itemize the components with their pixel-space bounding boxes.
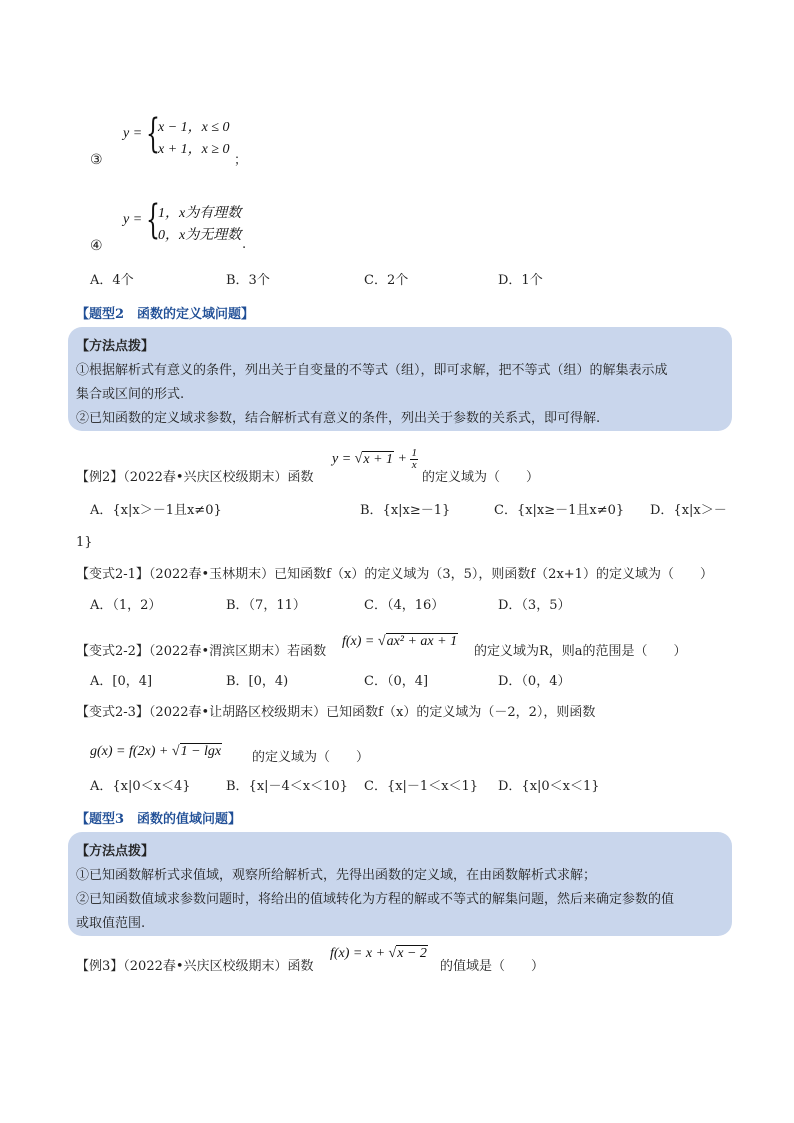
item4-end: . bbox=[242, 237, 247, 252]
radicand: ax² + ax + 1 bbox=[386, 634, 458, 649]
item3-case2: x + 1，x ≥ 0 bbox=[158, 142, 230, 157]
box-line: ②已知函数值域求参数问题时，将给出的值域转化为方程的解或不等式的解集问题，然后来确定参数的值 bbox=[76, 892, 675, 907]
fraction: $\frac{1}{x}$ bbox=[411, 447, 417, 471]
formula-lhs: f(x) = bbox=[342, 634, 375, 649]
example2-label: 【例2】（2022春•兴庆区校级期末）函数 bbox=[76, 470, 314, 485]
option-b: B．[0，4) bbox=[226, 674, 289, 689]
option-a: A．{x|0＜x＜4} bbox=[90, 779, 191, 794]
item3-lhs: y = bbox=[123, 126, 143, 141]
option-c: C．（0，4] bbox=[364, 674, 429, 689]
item3-marker: ③ bbox=[90, 152, 103, 168]
option-c: C．（4，16） bbox=[364, 598, 445, 613]
option-d: D．1个 bbox=[498, 273, 543, 288]
section-title-type2: 【题型2 函数的定义域问题】 bbox=[76, 307, 255, 322]
variation-2-2-label: 【变式2-2】（2022春•渭滨区期末）若函数 bbox=[76, 644, 327, 659]
example3-label: 【例3】（2022春•兴庆区校级期末）函数 bbox=[76, 959, 314, 974]
variation-2-1: 【变式2-1】（2022春•玉林期末）已知函数f（x）的定义域为（3，5），则函数f（2x+1）的定义域为（ ） bbox=[76, 567, 713, 582]
sqrt-icon: √ bbox=[388, 946, 397, 961]
option-a: A．[0，4] bbox=[90, 674, 153, 689]
brace-icon: { bbox=[146, 197, 160, 243]
variation-2-2-suffix: 的定义域为R，则a的范围是（ ） bbox=[474, 644, 687, 659]
formula-lhs: g(x) = f(2x) + bbox=[90, 744, 169, 759]
box-heading: 【方法点拨】 bbox=[76, 339, 155, 354]
item4-lhs: y = bbox=[123, 212, 143, 227]
option-c: C．{x|－1＜x＜1} bbox=[364, 779, 479, 794]
radicand: x − 2 bbox=[397, 946, 427, 961]
option-d-continued: 1} bbox=[76, 535, 93, 550]
option-d: D．{x|x＞－ bbox=[650, 503, 727, 518]
radicand: x + 1 bbox=[363, 451, 394, 467]
option-a: A．4个 bbox=[90, 273, 134, 288]
option-d: D．（0，4） bbox=[498, 674, 571, 689]
item4-marker: ④ bbox=[90, 238, 103, 254]
example3-suffix: 的值域是（ ） bbox=[440, 959, 545, 974]
box-line: ①根据解析式有意义的条件，列出关于自变量的不等式（组），即可求解，把不等式（组）的解集表示成 bbox=[76, 363, 668, 378]
box-line: 或取值范围. bbox=[76, 916, 146, 931]
option-d: D．（3，5） bbox=[498, 598, 571, 613]
variation-2-3-formula bbox=[90, 744, 222, 760]
item4-case2: 0，x为无理数 bbox=[158, 228, 242, 243]
item4-case1: 1，x为有理数 bbox=[158, 206, 242, 221]
variation-2-3: 【变式2-3】（2022春•让胡路区校级期末）已知函数f（x）的定义域为（－2，2），则函数 bbox=[76, 705, 596, 720]
radicand: 1 − lgx bbox=[180, 744, 222, 759]
option-b: B．3个 bbox=[226, 273, 270, 288]
option-b: B．（7，11） bbox=[226, 598, 306, 613]
section-title-type3: 【题型3 函数的值域问题】 bbox=[76, 812, 242, 827]
item3-case1: x − 1，x ≤ 0 bbox=[158, 120, 230, 135]
box-heading: 【方法点拨】 bbox=[76, 844, 155, 859]
variation-2-2-formula bbox=[342, 634, 458, 650]
option-d: D．{x|0＜x＜1} bbox=[498, 779, 600, 794]
brace-icon: { bbox=[146, 111, 160, 157]
box-line: ①已知函数解析式求值域，观察所给解析式，先得出函数的定义域，在由函数解析式求解； bbox=[76, 868, 597, 883]
example2-formula bbox=[332, 448, 418, 471]
formula-plus: + bbox=[397, 451, 407, 467]
option-c: C．{x|x≥－1且x≠0} bbox=[494, 503, 625, 518]
sqrt-icon: √ bbox=[171, 744, 180, 759]
example3-formula bbox=[330, 946, 428, 962]
box-line: 集合或区间的形式. bbox=[76, 387, 185, 402]
method-box-type2 bbox=[68, 327, 732, 431]
sqrt-icon: √ bbox=[354, 451, 363, 467]
option-b: B．{x|x≥－1} bbox=[360, 503, 451, 518]
formula-lhs: y = bbox=[332, 451, 352, 467]
box-line: ②已知函数的定义域求参数，结合解析式有意义的条件，列出关于参数的关系式，即可得解. bbox=[76, 411, 601, 426]
option-b: B．{x|－4＜x＜10} bbox=[226, 779, 348, 794]
formula-lhs: f(x) = x + bbox=[330, 946, 386, 961]
item3-end: ； bbox=[234, 153, 248, 168]
option-a: A．{x|x＞－1且x≠0} bbox=[90, 503, 222, 518]
option-c: C．2个 bbox=[364, 273, 409, 288]
variation-2-3-suffix: 的定义域为（ ） bbox=[252, 750, 370, 765]
example2-suffix: 的定义域为（ ） bbox=[422, 470, 540, 485]
option-a: A．（1，2） bbox=[90, 598, 162, 613]
sqrt-icon: √ bbox=[377, 634, 386, 649]
method-box-type3 bbox=[68, 832, 732, 936]
